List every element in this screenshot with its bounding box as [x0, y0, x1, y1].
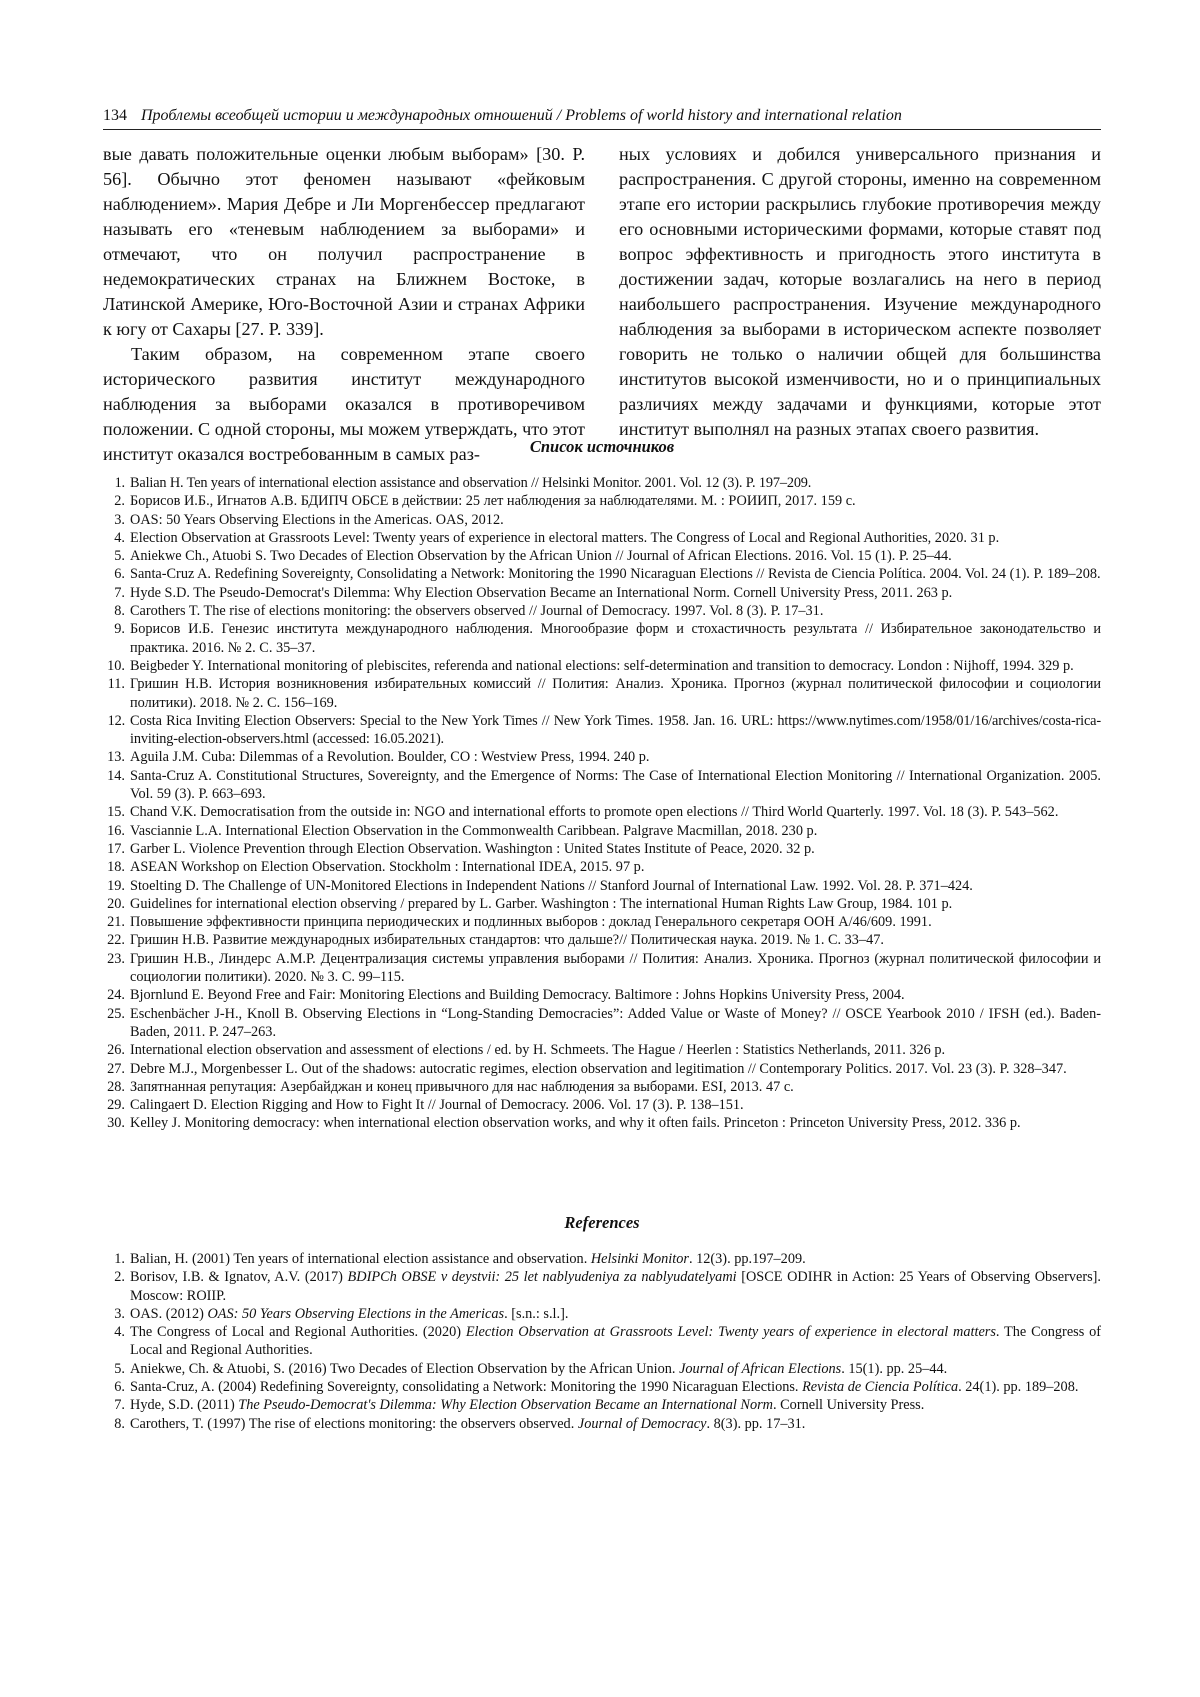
source-item	[103, 1096, 1101, 1114]
reference-item	[103, 1360, 1101, 1378]
source-number: 19.	[103, 877, 125, 895]
source-number: 25.	[103, 1005, 125, 1023]
source-item	[103, 877, 1101, 895]
source-number: 16.	[103, 822, 125, 840]
reference-item	[103, 1415, 1101, 1433]
source-text: Garber L. Violence Prevention through Election Observation. Washington : United States Institute of Peace, 2020. 32 p.	[130, 841, 815, 857]
reference-number: 8.	[103, 1415, 125, 1433]
reference-text: . 15(1). pp. 25–44.	[841, 1361, 947, 1377]
reference-text: . 24(1). pp. 189–208.	[958, 1379, 1078, 1395]
source-text: Eschenbächer J-H., Knoll B. Observing Elections in “Long-Standing Democracies”: Added Value or Waste of Money? // OSCE Yearbook 2010 / IFSH (ed.). Baden-Baden, 2011. P. 247–263.	[130, 1006, 1101, 1040]
reference-number: 6.	[103, 1378, 125, 1396]
source-item	[103, 1114, 1101, 1132]
source-item	[103, 712, 1101, 749]
source-number: 8.	[103, 602, 125, 620]
source-item	[103, 547, 1101, 565]
source-text: Election Observation at Grassroots Level: Twenty years of experience in electoral matters. The Congress of Local and Regional Authorities, 2020. 31 p.	[130, 530, 999, 546]
source-item	[103, 858, 1101, 876]
source-item	[103, 895, 1101, 913]
source-text: Chand V.K. Democratisation from the outside in: NGO and international efforts to promote open elections // Third World Quarterly. 1997. Vol. 18 (3). P. 543–562.	[130, 804, 1058, 820]
reference-number: 1.	[103, 1250, 125, 1268]
reference-italic-title: Election Observation at Grassroots Level: Twenty years of experience in electoral matters	[466, 1324, 996, 1340]
references-heading: References	[103, 1213, 1101, 1233]
reference-text: Carothers, T. (1997) The rise of elections monitoring: the observers observed.	[130, 1416, 578, 1432]
source-text: ASEAN Workshop on Election Observation. Stockholm : International IDEA, 2015. 97 p.	[130, 859, 644, 875]
reference-number: 7.	[103, 1396, 125, 1414]
source-text: Balian H. Ten years of international election assistance and observation // Helsinki Monitor. 2001. Vol. 12 (3). P. 197–209.	[130, 475, 811, 491]
right-column	[619, 142, 1101, 467]
source-text: Борисов И.Б. Генезис института международного наблюдения. Многообразие форм и стохастичность результата // Избирательное законодательство и практика. 2016. № 2. С. 35–37.	[130, 621, 1101, 655]
source-text: Aniekwe Ch., Atuobi S. Two Decades of Election Observation by the African Union // Journal of African Elections. 2016. Vol. 15 (1). P. 25–44.	[130, 548, 952, 564]
reference-text: . Cornell University Press.	[773, 1397, 924, 1413]
reference-number: 4.	[103, 1323, 125, 1341]
body-columns	[103, 142, 1101, 467]
source-item	[103, 511, 1101, 529]
reference-text: . [s.n.: s.l.].	[504, 1306, 568, 1322]
source-item	[103, 913, 1101, 931]
source-item	[103, 602, 1101, 620]
source-text: Kelley J. Monitoring democracy: when international election observation works, and why it often fails. Princeton : Princeton University Press, 2012. 336 p.	[130, 1115, 1021, 1131]
source-text: Aguila J.M. Cuba: Dilemmas of a Revolution. Boulder, CO : Westview Press, 1994. 240 p.	[130, 749, 649, 765]
source-item	[103, 803, 1101, 821]
source-number: 10.	[103, 657, 125, 675]
references-list	[103, 1250, 1101, 1433]
source-number: 21.	[103, 913, 125, 931]
source-number: 4.	[103, 529, 125, 547]
source-item	[103, 986, 1101, 1004]
source-text: Гришин Н.В., Линдерс А.М.Р. Децентрализация системы управления выборами // Полития: Анализ. Хроника. Прогноз (журнал политической философии и социологии политики). 2020. № 3. С. 99–115.	[130, 951, 1101, 985]
reference-italic-title: Journal of Democracy	[578, 1416, 707, 1432]
source-number: 3.	[103, 511, 125, 529]
source-item	[103, 565, 1101, 583]
source-text: Debre M.J., Morgenbesser L. Out of the shadows: autocratic regimes, election observation and legitimation // Contemporary Politics. 2017. Vol. 23 (3). P. 328–347.	[130, 1061, 1067, 1077]
source-text: OAS: 50 Years Observing Elections in the Americas. OAS, 2012.	[130, 512, 504, 528]
source-number: 28.	[103, 1078, 125, 1096]
reference-italic-title: The Pseudo-Democrat's Dilemma: Why Election Observation Became an International Norm	[238, 1397, 773, 1413]
source-text: Повышение эффективности принципа периодических и подлинных выборов : доклад Генерального секретаря ООН A/46/609. 1991.	[130, 914, 932, 930]
source-number: 30.	[103, 1114, 125, 1132]
reference-number: 5.	[103, 1360, 125, 1378]
source-number: 17.	[103, 840, 125, 858]
source-number: 20.	[103, 895, 125, 913]
source-number: 6.	[103, 565, 125, 583]
source-item	[103, 620, 1101, 657]
source-text: Борисов И.Б., Игнатов А.В. БДИПЧ ОБСЕ в действии: 25 лет наблюдения за наблюдателями. М. : РОИИП, 2017. 159 с.	[130, 493, 856, 509]
source-item	[103, 492, 1101, 510]
source-item	[103, 950, 1101, 987]
reference-item	[103, 1323, 1101, 1360]
reference-italic-title: OAS: 50 Years Observing Elections in the Americas	[207, 1306, 504, 1322]
source-item	[103, 840, 1101, 858]
journal-page	[0, 0, 1200, 1697]
source-text: Costa Rica Inviting Election Observers: Special to the New York Times // New York Times. 1958. Jan. 16. URL: https://www.nytimes.com/1958/01/16/archives/costa-rica-inviting-election-observers.html (accessed: 16.05.2021).	[130, 713, 1101, 747]
reference-italic-title: BDIPCh OBSE v deystvii: 25 let nablyudeniya za nablyudatelyami	[348, 1269, 737, 1285]
reference-text: . 8(3). pp. 17–31.	[707, 1416, 806, 1432]
body-paragraph: Таким образом, на современном этапе своего исторического развития институт международного наблюдения за выборами оказался в противоречивом положении. С одной стороны, мы можем утверждать, что этот институт оказался востребованным в самых раз-	[103, 342, 585, 467]
running-header	[103, 106, 1101, 130]
reference-text: [OSCE ODIHR in Action: 25 Years of Observing Observers]. Moscow: ROIIP.	[130, 1269, 1101, 1303]
reference-number: 3.	[103, 1305, 125, 1323]
source-item	[103, 1060, 1101, 1078]
reference-italic-title: Helsinki Monitor	[591, 1251, 689, 1267]
page-number: 134	[103, 107, 127, 124]
body-paragraph: вые давать положительные оценки любым выборам» [30. P. 56]. Обычно этот феномен называют «фейковым наблюдением». Мария Дебре и Ли Моргенбессер предлагают называть его «теневым наблюдением за выборами» и отмечают, что он получил распространение в недемократических странах на Ближнем Востоке, в Латинской Америке, Юго-Восточной Азии и странах Африки к югу от Сахары [27. P. 339].	[103, 142, 585, 342]
source-number: 27.	[103, 1060, 125, 1078]
source-text: Santa-Cruz A. Redefining Sovereignty, Consolidating a Network: Monitoring the 1990 Nicaraguan Elections // Revista de Ciencia Política. 2004. Vol. 24 (1). P. 189–208.	[130, 566, 1101, 582]
source-number: 2.	[103, 492, 125, 510]
reference-item	[103, 1378, 1101, 1396]
source-number: 7.	[103, 584, 125, 602]
source-item	[103, 1005, 1101, 1042]
source-number: 15.	[103, 803, 125, 821]
source-text: Гришин Н.В. Развитие международных избирательных стандартов: что дальше?// Политическая наука. 2019. № 1. С. 33–47.	[130, 932, 884, 948]
source-item	[103, 931, 1101, 949]
source-text: Calingaert D. Election Rigging and How to Fight It // Journal of Democracy. 2006. Vol. 17 (3). P. 138–151.	[130, 1097, 744, 1113]
journal-title: Проблемы всеобщей истории и международных отношений / Problems of world history and international relation	[141, 107, 902, 124]
body-paragraph: ных условиях и добился универсального признания и распространения. С другой стороны, именно на современном этапе его истории раскрылись глубокие противоречия между его основными историческими формами, которые ставят под вопрос эффективность и пригодность этого института в достижении задач, которые возлагались на него в период наибольшего распространения. Изучение международного наблюдения за выборами в историческом аспекте позволяет говорить не только о наличии общей для большинства институтов высокой изменчивости, но и о принципиальных различиях между задачами и функциями, которые этот институт выполнял на разных этапах своего развития.	[619, 142, 1101, 442]
source-text: Vasciannie L.A. International Election Observation in the Commonwealth Caribbean. Palgrave Macmillan, 2018. 230 p.	[130, 823, 817, 839]
source-number: 22.	[103, 931, 125, 949]
source-item	[103, 767, 1101, 804]
reference-text: Hyde, S.D. (2011)	[130, 1397, 238, 1413]
reference-item	[103, 1396, 1101, 1414]
source-item	[103, 1078, 1101, 1096]
source-text: Гришин Н.В. История возникновения избирательных комиссий // Полития: Анализ. Хроника. Прогноз (журнал политической философии и социологии политики). 2018. № 2. С. 156–169.	[130, 676, 1101, 710]
reference-text: The Congress of Local and Regional Authorities. (2020)	[130, 1324, 466, 1340]
left-column	[103, 142, 585, 467]
reference-text: Santa-Cruz, A. (2004) Redefining Sovereignty, consolidating a Network: Monitoring the 1990 Nicaraguan Elections.	[130, 1379, 802, 1395]
source-number: 1.	[103, 474, 125, 492]
reference-text: Balian, H. (2001) Ten years of international election assistance and observation.	[130, 1251, 591, 1267]
source-number: 26.	[103, 1041, 125, 1059]
reference-item	[103, 1305, 1101, 1323]
reference-italic-title: Revista de Ciencia Política	[802, 1379, 958, 1395]
source-text: Запятнанная репутация: Азербайджан и конец привычного для нас наблюдения за выборами. ESI, 2013. 47 с.	[130, 1079, 794, 1095]
sources-heading: Список источников	[103, 437, 1101, 457]
source-number: 18.	[103, 858, 125, 876]
reference-text: . The Congress of Local and Regional Authorities.	[130, 1324, 1101, 1358]
source-item	[103, 657, 1101, 675]
source-text: Stoelting D. The Challenge of UN-Monitored Elections in Independent Nations // Stanford Journal of International Law. 1992. Vol. 28. P. 371–424.	[130, 878, 973, 894]
source-text: Santa-Cruz A. Constitutional Structures, Sovereignty, and the Emergence of Norms: The Case of International Election Monitoring // International Organization. 2005. Vol. 59 (3). P. 663–693.	[130, 768, 1101, 802]
source-item	[103, 1041, 1101, 1059]
source-number: 11.	[103, 675, 125, 693]
reference-text: . 12(3). pp.197–209.	[689, 1251, 806, 1267]
source-text: International election observation and assessment of elections / ed. by H. Schmeets. The Hague / Heerlen : Statistics Netherlands, 2011. 326 p.	[130, 1042, 945, 1058]
source-item	[103, 748, 1101, 766]
source-text: Hyde S.D. The Pseudo-Democrat's Dilemma: Why Election Observation Became an International Norm. Cornell University Press, 2011. 263 p.	[130, 585, 952, 601]
sources-list	[103, 474, 1101, 1133]
source-text: Beigbeder Y. International monitoring of plebiscites, referenda and national elections: self-determination and transition to democracy. London : Nijhoff, 1994. 329 p.	[130, 658, 1074, 674]
reference-item	[103, 1268, 1101, 1305]
source-item	[103, 584, 1101, 602]
source-number: 29.	[103, 1096, 125, 1114]
source-item	[103, 675, 1101, 712]
source-item	[103, 474, 1101, 492]
source-item	[103, 822, 1101, 840]
reference-text: OAS. (2012)	[130, 1306, 207, 1322]
source-number: 12.	[103, 712, 125, 730]
reference-number: 2.	[103, 1268, 125, 1286]
source-number: 23.	[103, 950, 125, 968]
reference-item	[103, 1250, 1101, 1268]
source-number: 14.	[103, 767, 125, 785]
reference-text: Aniekwe, Ch. & Atuobi, S. (2016) Two Decades of Election Observation by the African Union.	[130, 1361, 679, 1377]
source-text: Bjornlund E. Beyond Free and Fair: Monitoring Elections and Building Democracy. Baltimore : Johns Hopkins University Press, 2004.	[130, 987, 905, 1003]
source-number: 9.	[103, 620, 125, 638]
source-text: Carothers T. The rise of elections monitoring: the observers observed // Journal of Democracy. 1997. Vol. 8 (3). P. 17–31.	[130, 603, 823, 619]
source-number: 5.	[103, 547, 125, 565]
source-number: 24.	[103, 986, 125, 1004]
reference-italic-title: Journal of African Elections	[679, 1361, 841, 1377]
source-text: Guidelines for international election observing / prepared by L. Garber. Washington : The international Human Rights Law Group, 1984. 101 p.	[130, 896, 952, 912]
reference-text: Borisov, I.B. & Ignatov, A.V. (2017)	[130, 1269, 348, 1285]
source-item	[103, 529, 1101, 547]
source-number: 13.	[103, 748, 125, 766]
